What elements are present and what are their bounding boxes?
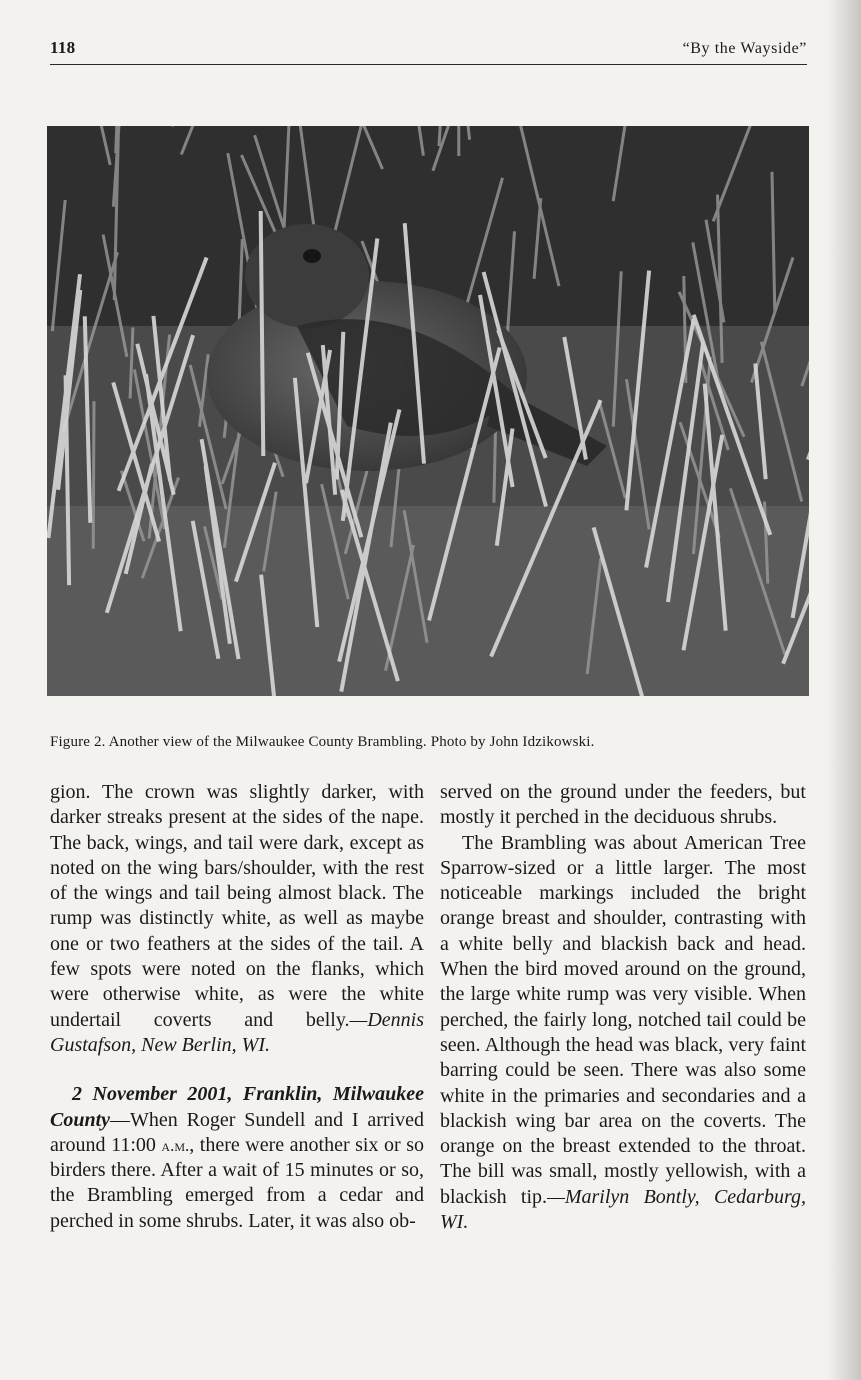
page-edge-shadow (827, 0, 861, 1380)
grass-blade (93, 401, 94, 549)
paragraph-sundell (50, 1082, 424, 1234)
left-column (50, 780, 424, 1234)
paragraph-text: , there were another six or so birders there. After a wait of 15 minutes or so, the Brambling emerged from a cedar and perched in some shrubs. Later, it was also ob- (50, 1133, 424, 1232)
bird-eye (303, 249, 321, 263)
figure-caption: Figure 2. Another view of the Milwaukee County Brambling. Photo by John Idzikowski. (50, 734, 595, 750)
grass-blade (261, 211, 264, 456)
time-abbreviation: a.m. (161, 1135, 190, 1155)
dateline: 2 November 2001, Franklin, Milwaukee County (50, 1083, 424, 1131)
running-title: “By the Wayside” (682, 40, 807, 57)
paragraph-text: —When Roger Sundell and I arrived around 11:00 (50, 1108, 424, 1156)
paragraph-continued: served on the ground under the feeders, but mostly it perched in the deciduous shrubs. (440, 781, 806, 829)
paragraph-text: gion. The crown was slightly darker, with darker streaks present at the sides of the nape. The back, wings, and tail were dark, except as noted on the wing bars/shoulder, with the rest of the wings and tail being almost black. The rump was distinctly white, as well as maybe one or two feathers at the sides of the tail. A few spots were noted on the flanks, which were otherwise white, as were the white undertail coverts and belly. (50, 781, 424, 1031)
paragraph-bontly (440, 831, 806, 1236)
brambling-photo (47, 126, 809, 696)
paragraph-text: The Brambling was about American Tree Sparrow-sized or a little larger. The most noticeable markings included the bright orange breast and shoulder, contrasting with a white belly and blackish back and head. When the bird moved around on the ground, the large white rump was very visible. When perched, the fairly long, notched tail could be seen. Although the head was black, very faint barring could be seen. There was also some white in the primaries and secondaries and a blackish wing bar area on the coverts. The orange on the breast extended to the throat. The bill was small, mostly yellowish, with a blackish tip. (440, 831, 806, 1208)
page-number: 118 (50, 38, 76, 57)
right-column (440, 780, 806, 1235)
paragraph-gustafson (50, 780, 424, 1058)
running-head (50, 38, 807, 65)
author-signature: —Marilyn Bontly, Cedarburg, WI. (440, 1185, 806, 1234)
author-signature: —Dennis Gustafson, New Berlin, WI. (50, 1008, 424, 1056)
